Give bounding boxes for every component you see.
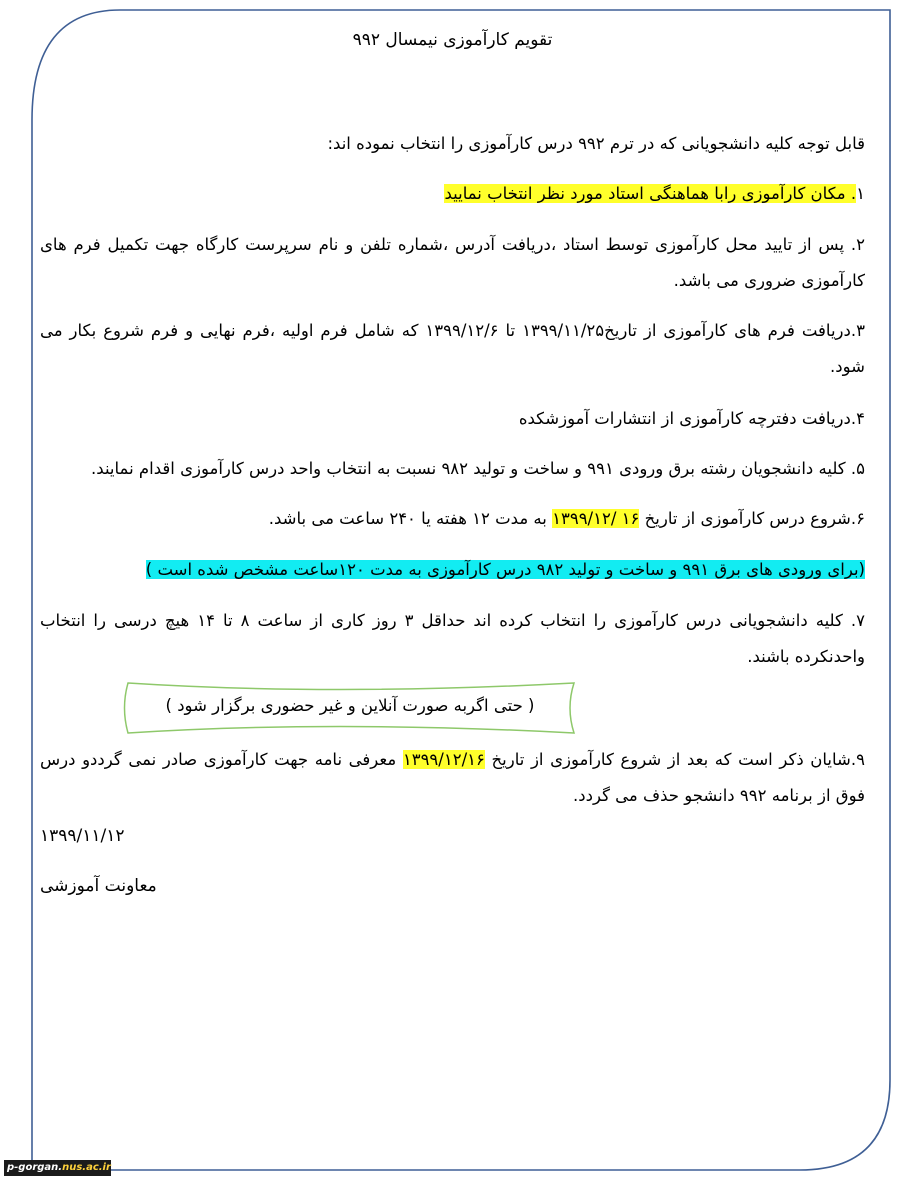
item-9-before: ۹.شایان ذکر است که بعد از شروع کارآموزی از تاریخ [484, 750, 865, 769]
document [40, 0, 865, 1170]
online-note-banner: ( حتی اگربه صورت آنلاین و غیر حضوری برگزار شود ) [165, 696, 535, 715]
cyan-note [40, 552, 865, 588]
item-1-text: . مکان کارآموزی رابا هماهنگی استاد مورد نظر انتخاب نمایید [444, 184, 857, 203]
item-1-number: ۱ [856, 184, 865, 203]
cyan-note-text: (برای ورودی های برق ۹۹۱ و ساخت و تولید ۹۸۲ درس کارآموزی به مدت ۱۲۰ساعت مشخص شده است ) [145, 560, 865, 579]
source-prefix: p-gorgan. [7, 1162, 63, 1173]
issue-date: ۱۳۹۹/۱۱/۱۲ [40, 826, 125, 846]
page-title: تقویم کارآموزی نیمسال ۹۹۲ [352, 30, 553, 50]
item-3: ۳.دریافت فرم های کارآموزی از تاریخ۱۳۹۹/۱۱/۲۵ تا ۱۳۹۹/۱۲/۶ که شامل فرم اولیه ،فرم نهایی و فرم شروع بکار می شود. [40, 321, 865, 376]
item-9 [40, 742, 865, 814]
item-5: ۵. کلیه دانشجویان رشته برق ورودی ۹۹۱ و ساخت و تولید ۹۸۲ نسبت به انتخاب واحد درس کارآموزی اقدام نمایند. [91, 459, 865, 478]
item-2: ۲. پس از تایید محل کارآموزی توسط استاد ،دریافت آدرس ،شماره تلفن و نام سرپرست کارگاه جهت تکمیل فرم های کارآموزی ضروری می باشد. [40, 235, 865, 290]
signature: معاونت آموزشی [40, 876, 157, 896]
item-7: ۷. کلیه دانشجویانی درس کارآموزی را انتخاب کرده اند حداقل ۳ روز کاری از ساعت ۸ تا ۱۴ هیچ درسی را انتخاب واحدنکرده باشند. [40, 611, 866, 666]
item-9-date: ۱۳۹۹/۱۲/۱۶ [402, 750, 485, 769]
item-4: ۴.دریافت دفترچه کارآموزی از انتشارات آموزشکده [518, 409, 865, 428]
source-domain: nus.ac.ir [62, 1162, 111, 1173]
item-6-after: به مدت ۱۲ هفته یا ۲۴۰ ساعت می باشد. [268, 509, 553, 528]
intro-paragraph: قابل توجه کلیه دانشجویانی که در ترم ۹۹۲ درس کارآموزی را انتخاب نموده اند: [327, 134, 865, 153]
source-watermark [4, 1160, 111, 1176]
item-1 [40, 176, 865, 212]
item-6-date: ۱۶ /۱۳۹۹/۱۲ [552, 509, 640, 528]
item-9-after: معرفی نامه جهت کارآموزی صادر نمی گرددو درس فوق از برنامه ۹۹۲ دانشجو حذف می گردد. [40, 750, 865, 805]
item-6 [40, 501, 865, 537]
item-6-before: ۶.شروع درس کارآموزی از تاریخ [639, 509, 865, 528]
